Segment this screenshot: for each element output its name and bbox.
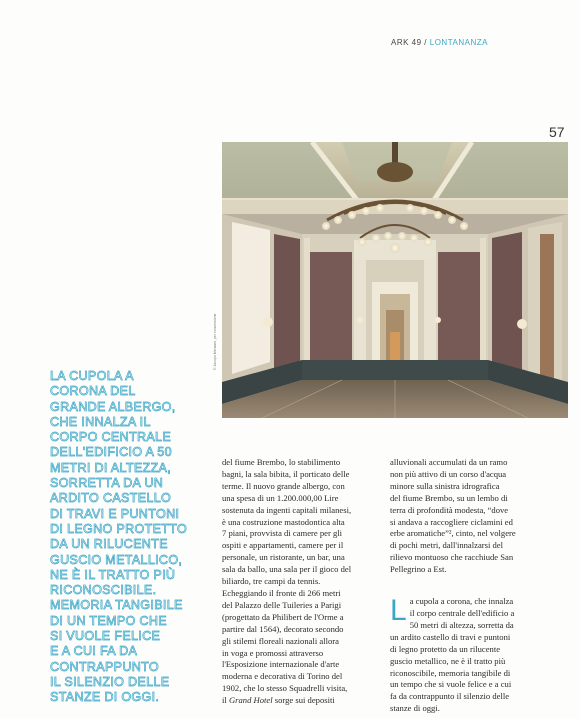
running-head xyxy=(391,38,488,47)
body-column-1 xyxy=(222,457,387,707)
hall-photograph xyxy=(222,142,568,418)
body-text: del fiume Brembo, lo stabilimento bagni, la sala bibita, il porticato delle terme. Il nuovo grande albergo, con una spesa di un 1.200.000,00 Lire sostenuta da ingenti capitali milanesi, è una costruzione mastodontica alta 7 piani, provvista di camere per gli ospiti e appartamenti, camere per il personale, un ristorante, un bar, una sala da ballo, una sala per il gioco del biliardo, tre campi da tennis. Echeggiando il fronte di 266 metri del Palazzo delle Tuileries a Parigi (progettato da Philibert de l'Orme a partire dal 1564), decorato secondo gli stilemi floreali nazionali allora in voga e promossi attraverso l'Esposizione internazionale d'arte moderna e decorativa di Torino del 1902, che lo stesso Squadrelli visita, il xyxy=(222,457,352,706)
dropcap-paragraph xyxy=(390,596,555,715)
magazine-issue: ARK 49 / xyxy=(391,38,428,47)
body-paragraph xyxy=(222,457,387,707)
pull-quote xyxy=(50,369,200,706)
body-paragraph-continued: alluvionali accumulati da un ramo non più attivo di un corso d'acqua minore sulla sinistra idrografica del fiume Brembo, su un lembo di terra di profondità modesta, “dove si andava a raccogliere ciclamini ed erbe aromatiche”², cinto, nel volgere di pochi metri, dall'innalzarsi del rilievo montuoso che racchiude San Pellegrino a Est. xyxy=(390,457,516,575)
page-number: 57 xyxy=(549,124,565,140)
dropcap-paragraph-text: a cupola a corona, che innalza il corpo centrale dell'edificio a 50 metri di altezza, sorretta da un ardito castello di travi e puntoni di legno protetto da un rilucente guscio metallico, ne è il tratto più riconoscibile, memoria tangibile di un tempo che si vuole felice e a cui fa da contrappunto il silenzio delle stanze di oggi. xyxy=(390,596,515,714)
ballroom-image xyxy=(222,142,568,418)
body-column-2 xyxy=(390,457,555,715)
drop-cap: L xyxy=(390,594,407,628)
body-text-end: sorge sui depositi xyxy=(272,695,335,706)
photo-credit: © Jacopo Menzani, per concessione xyxy=(213,313,217,370)
pull-quote-text: LA CUPOLA A CORONA DEL GRANDE ALBERGO, CHE INNALZA IL CORPO CENTRALE DELL'EDIFICIO A 50 METRI DI ALTEZZA, SORRETTA DA UN ARDITO CASTELLO DI TRAVI E PUNTONI DI LEGNO PROTETTO DA UN RILUCENTE GUSCIO METALLICO, NE È IL TRATTO PIÙ RICONOSCIBILE. MEMORIA TANGIBILE DI UN TEMPO CHE SI VUOLE FELICE E A CUI FA DA CONTRAPPUNTO IL SILENZIO DELLE STANZE DI OGGI. xyxy=(50,369,188,705)
hotel-name: Grand Hotel xyxy=(228,695,273,706)
section-name: LONTANANZA xyxy=(429,38,488,47)
